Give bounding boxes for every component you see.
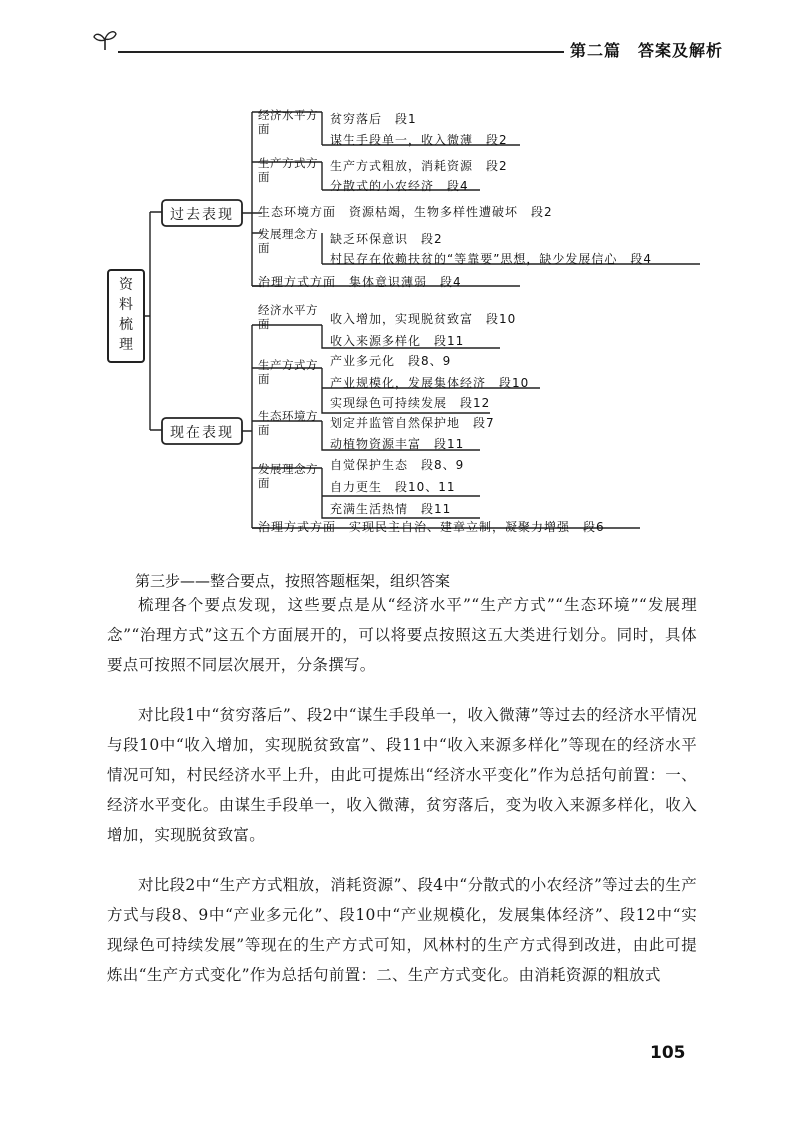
step-title: 第三步——整合要点，按照答题框架，组织答案 (135, 572, 451, 590)
present-production-item: 产业多元化 段8、9 (330, 354, 452, 368)
present-ecology-category: 生态环境方面 (258, 409, 318, 437)
past-production-category: 生产方式方面 (258, 156, 318, 184)
present-production-item: 实现绿色可持续发展 段12 (330, 396, 491, 410)
root-label: 资料梳理 (119, 277, 133, 353)
past-production-item: 分散式的小农经济 段4 (330, 179, 469, 193)
past-economy-item: 贫穷落后 段1 (330, 112, 417, 126)
sprout-icon (92, 28, 118, 52)
present-development-item: 自力更生 段10、11 (330, 480, 456, 494)
present-economy-item: 收入来源多样化 段11 (330, 334, 465, 348)
past-node: 过去表现 (170, 207, 234, 223)
past-production-item: 生产方式粗放，消耗资源 段2 (330, 159, 508, 173)
present-development-item: 充满生活热情 段11 (330, 502, 452, 516)
present-ecology-item: 动植物资源丰富 段11 (330, 437, 465, 451)
paragraph: 对比段1中“贫穷落后”、段2中“谋生手段单一，收入微薄”等过去的经济水平情况与段10中“收入增加，实现脱贫致富”、段11中“收入来源多样化”等现在的经济水平情况可知，村民经济水平上升，由此可提炼出“经济水平变化”作为总括句前置：一、经济水平变化。由谋生手段单一，收入微薄，贫穷落后，变为收入来源多样化，收入增加，实现脱贫致富。 (107, 706, 697, 844)
page-number: 105 (650, 1043, 686, 1063)
past-ecology-item: 生态环境方面 资源枯竭，生物多样性遭破坏 段2 (258, 205, 553, 219)
present-development-item: 自觉保护生态 段8、9 (330, 458, 465, 472)
past-economy-category: 经济水平方面 (258, 108, 318, 136)
paragraph: 对比段2中“生产方式粗放，消耗资源”、段4中“分散式的小农经济”等过去的生产方式与段8、9中“产业多元化”、段10中“产业规模化，发展集体经济”、段12中“实现绿色可持续发展”等现在的生产方式可知，风林村的生产方式得到改进，由此可提炼出“生产方式变化”作为总括句前置：二、生产方式变化。由消耗资源的粗放式 (107, 876, 697, 984)
paragraph: 梳理各个要点发现，这些要点是从“经济水平”“生产方式”“生态环境”“发展理念”“治理方式”这五个方面展开的，可以将要点按照这五大类进行划分。同时，具体要点可按照不同层次展开，分条撰写。 (107, 596, 697, 674)
present-economy-item: 收入增加，实现脱贫致富 段10 (330, 312, 517, 326)
past-development-item: 缺乏环保意识 段2 (330, 232, 443, 246)
present-production-category: 生产方式方面 (258, 358, 318, 386)
past-economy-item: 谋生手段单一，收入微薄 段2 (330, 133, 508, 147)
present-ecology-item: 划定并监管自然保护地 段7 (330, 416, 495, 430)
chapter-title: 第二篇 答案及解析 (570, 41, 724, 60)
present-economy-category: 经济水平方面 (258, 303, 318, 331)
present-development-category: 发展理念方面 (258, 462, 318, 490)
past-governance-item: 治理方式方面 集体意识薄弱 段4 (258, 275, 462, 289)
page-header (0, 0, 800, 80)
header-rule (118, 51, 564, 53)
present-production-item: 产业规模化，发展集体经济 段10 (330, 376, 530, 390)
present-governance-item: 治理方式方面 实现民主自治、建章立制，凝聚力增强 段6 (258, 520, 605, 534)
mind-map (0, 100, 800, 560)
past-development-item: 村民存在依赖扶贫的“等靠要”思想，缺少发展信心 段4 (330, 252, 653, 266)
root-node (118, 275, 134, 355)
present-node: 现在表现 (170, 425, 234, 441)
past-development-category: 发展理念方面 (258, 227, 318, 255)
